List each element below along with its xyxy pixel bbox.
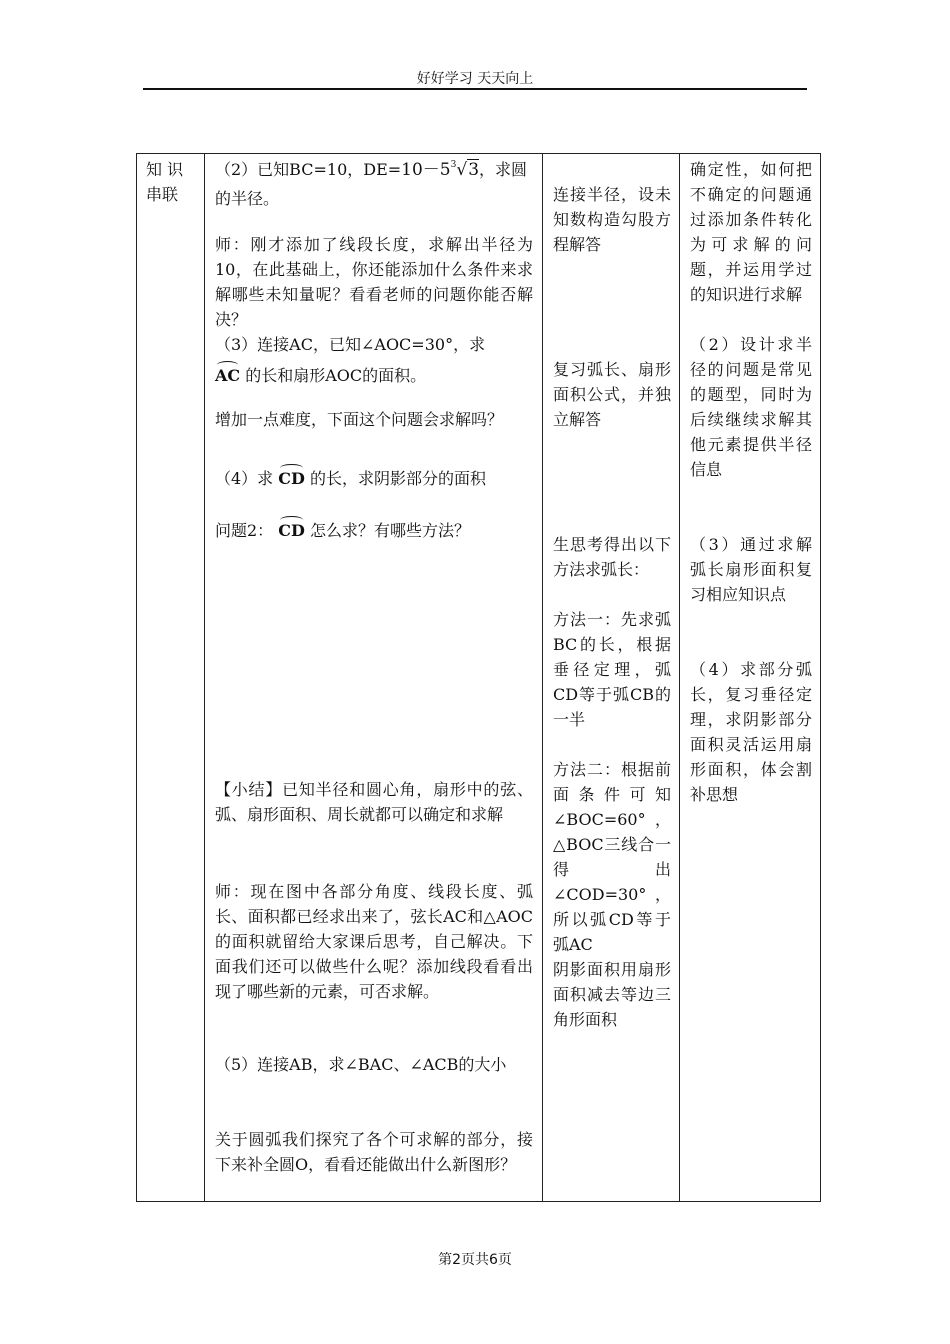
activity-method-2: 方法二：根据前面条件可知∠BOC=60°，△BOC三线合一得出∠COD=30°，所以弧CD等于弧AC	[553, 760, 671, 954]
p2-suffix: 怎么求？有哪些方法？	[309, 521, 470, 540]
harder-prompt: 增加一点难度，下面这个问题会求解吗？	[215, 410, 504, 429]
problem-2	[215, 514, 533, 543]
q4-suffix: 的长，求阴影部分的面积	[309, 469, 486, 488]
lesson-table	[136, 153, 821, 1202]
intent-4: （4）求部分弧长，复习垂径定理，求阴影部分面积灵活运用扇形面积，体会割补思想	[690, 660, 812, 804]
page-footer: 第2页共6页	[438, 1252, 512, 1268]
activity-shadow-area: 阴影面积用扇形面积减去等边三角形面积	[553, 960, 671, 1029]
q3-line1: （3）连接AC，已知∠AOC=30°，求	[215, 335, 486, 354]
q2-line2: 的半径。	[215, 189, 280, 208]
q4-prefix: （4）求	[215, 469, 274, 488]
q2-math	[401, 160, 479, 180]
section-label-line1: 知 识	[146, 160, 184, 179]
q2-prefix: （2）已知BC=10，DE=	[215, 160, 402, 179]
teaching-content-cell	[205, 154, 543, 1202]
q2-suffix: ，求圆	[479, 160, 528, 179]
root-radicand: 3	[468, 160, 480, 180]
arc-cd-symbol: CD	[278, 462, 305, 488]
page-header: 好好学习 天天向上	[416, 71, 534, 87]
summary: 【小结】已知半径和圆心角，扇形中的弦、弧、扇形面积、周长就都可以确定和求解	[215, 780, 533, 824]
intent-3: （3）通过求解弧长扇形面积复习相应知识点	[690, 535, 812, 604]
intent-2: （2）设计求半径的问题是常见的题型，同时为后续继续求解其他元素提供半径信息	[690, 335, 812, 479]
teacher-prompt-2: 师：现在图中各部分角度、线段长度、弧长、面积都已经求出来了，弦长AC和△AOC的面积就留给大家课后思考，自己解决。下面我们还可以做些什么呢？添加线段看看出现了哪些新的元素，可否求解。	[215, 882, 533, 1001]
table-row	[137, 154, 821, 1202]
design-intent-cell	[680, 154, 821, 1202]
root-index: 3	[450, 160, 457, 170]
teacher-prompt-1: 师：刚才添加了线段长度，求解出半径为10，在此基础上，你还能添加什么条件来求解哪些未知量呢？看看老师的问题你能否解决？	[215, 235, 533, 329]
activity-2: 复习弧长、扇形面积公式，并独立解答	[553, 360, 671, 429]
cube-root-symbol: $^3$√3	[450, 160, 480, 180]
header-rule	[143, 88, 807, 90]
activity-method-1: 方法一：先求弧BC的长，根据垂径定理，弧CD等于弧CB的一半	[553, 610, 671, 729]
activity-3: 生思考得出以下方法求弧长：	[553, 535, 671, 579]
q3-line2: 的长和扇形AOC的面积。	[245, 366, 427, 385]
section-label-cell	[137, 154, 205, 1202]
question-2	[215, 157, 533, 211]
question-5: （5）连接AB，求∠BAC、∠ACB的大小	[215, 1055, 507, 1074]
question-3	[215, 332, 533, 388]
p2-prefix: 问题2：	[215, 521, 274, 540]
section-label-line2: 串联	[146, 185, 179, 204]
intent-1: 确定性，如何把不确定的问题通过添加条件转化为可求解的问题，并运用学过的知识进行求解	[690, 160, 812, 304]
student-activity-cell	[543, 154, 680, 1202]
closing-prompt: 关于圆弧我们探究了各个可求解的部分，接下来补全圆O，看看还能做出什么新图形？	[215, 1130, 533, 1174]
arc-cd-symbol-2: CD	[278, 514, 305, 540]
q2-math-a: 10－5	[401, 160, 451, 180]
question-4	[215, 462, 533, 491]
activity-1: 连接半径，设未知数构造勾股方程解答	[553, 185, 671, 254]
arc-ac-symbol: AC	[215, 359, 240, 385]
